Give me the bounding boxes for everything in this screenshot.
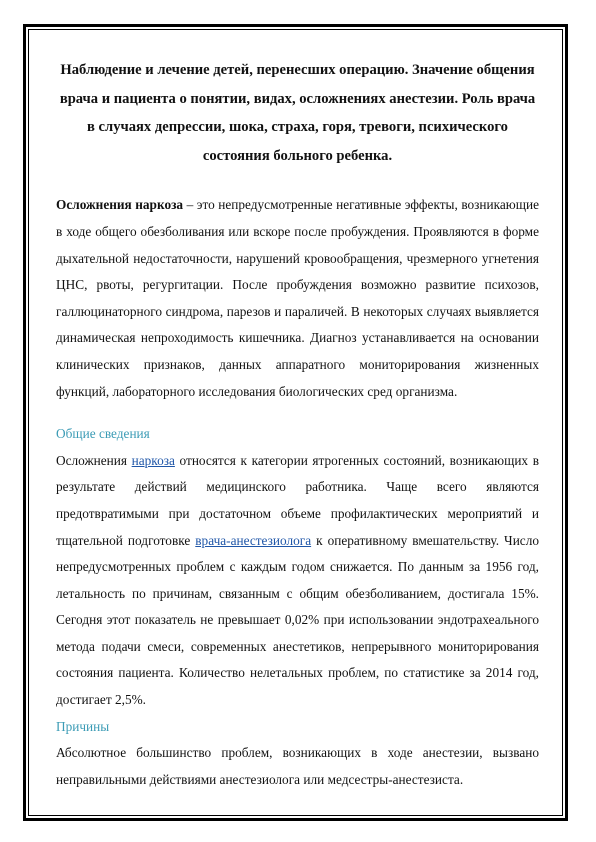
general-text-3: к оперативному вмешательству. Число непредусмотренных проблем с каждым годом снижается. По данным за 1956 год, летальность по причинам, связанным с общим обезболиванием, достигала 15%. Сегодня этот показатель не превышает 0,02% при использовании эндотрахеального метода подачи смеси, современных анестетиков, непрерывного мониторирования состояния пациента. Количество нелетальных проблем, по статистике за 2014 год, достигает 2,5%.	[56, 532, 539, 708]
intro-paragraph	[56, 192, 539, 405]
link-anesthesia[interactable]: наркоза	[131, 452, 175, 468]
intro-text: – это непредусмотренные негативные эффекты, возникающие в ходе общего обезболивания или вскоре после пробуждения. Проявляются в форме дыхательной недостаточности, нарушений кровообращения, чрезмерного угнетения ЦНС, рвоты, регургитации. После пробуждения возможно развитие психозов, галлюцинаторного синдрома, парезов и параличей. В некоторых случаях выявляется динамическая непроходимость кишечника. Диагноз устанавливается на основании клинических признаков, данных аппаратного мониторирования жизненных функций, лабораторного исследования биологических сред организма.	[56, 197, 539, 399]
general-text-2: относятся к категории ятрогенных состояний, возникающих в результате действий медицинского работника. Чаще всего являются предотвратимыми при достаточном объеме профилактических мероприятий и тщательной подготовке	[56, 452, 539, 548]
general-text-1: Осложнения	[56, 452, 132, 468]
document-title: Наблюдение и лечение детей, перенесших операцию. Значение общения врача и пациента о понятии, видах, осложнениях анестезии. Роль врача в случаях депрессии, шока, страха, горя, тревоги, психического состояния больного ребенка.	[59, 62, 536, 164]
intro-term: Осложнения наркоза	[56, 197, 184, 213]
section-heading-causes: Причины	[56, 718, 110, 734]
causes-paragraph: Абсолютное большинство проблем, возникающих в ходе анестезии, вызвано неправильными действиями анестезиолога или медсестры-анестезиста.	[56, 745, 539, 787]
document-body	[56, 56, 539, 793]
link-anesthesiologist[interactable]: врача-анестезиолога	[195, 532, 312, 548]
section-heading-general: Общие сведения	[56, 426, 150, 442]
general-paragraph	[56, 448, 539, 714]
